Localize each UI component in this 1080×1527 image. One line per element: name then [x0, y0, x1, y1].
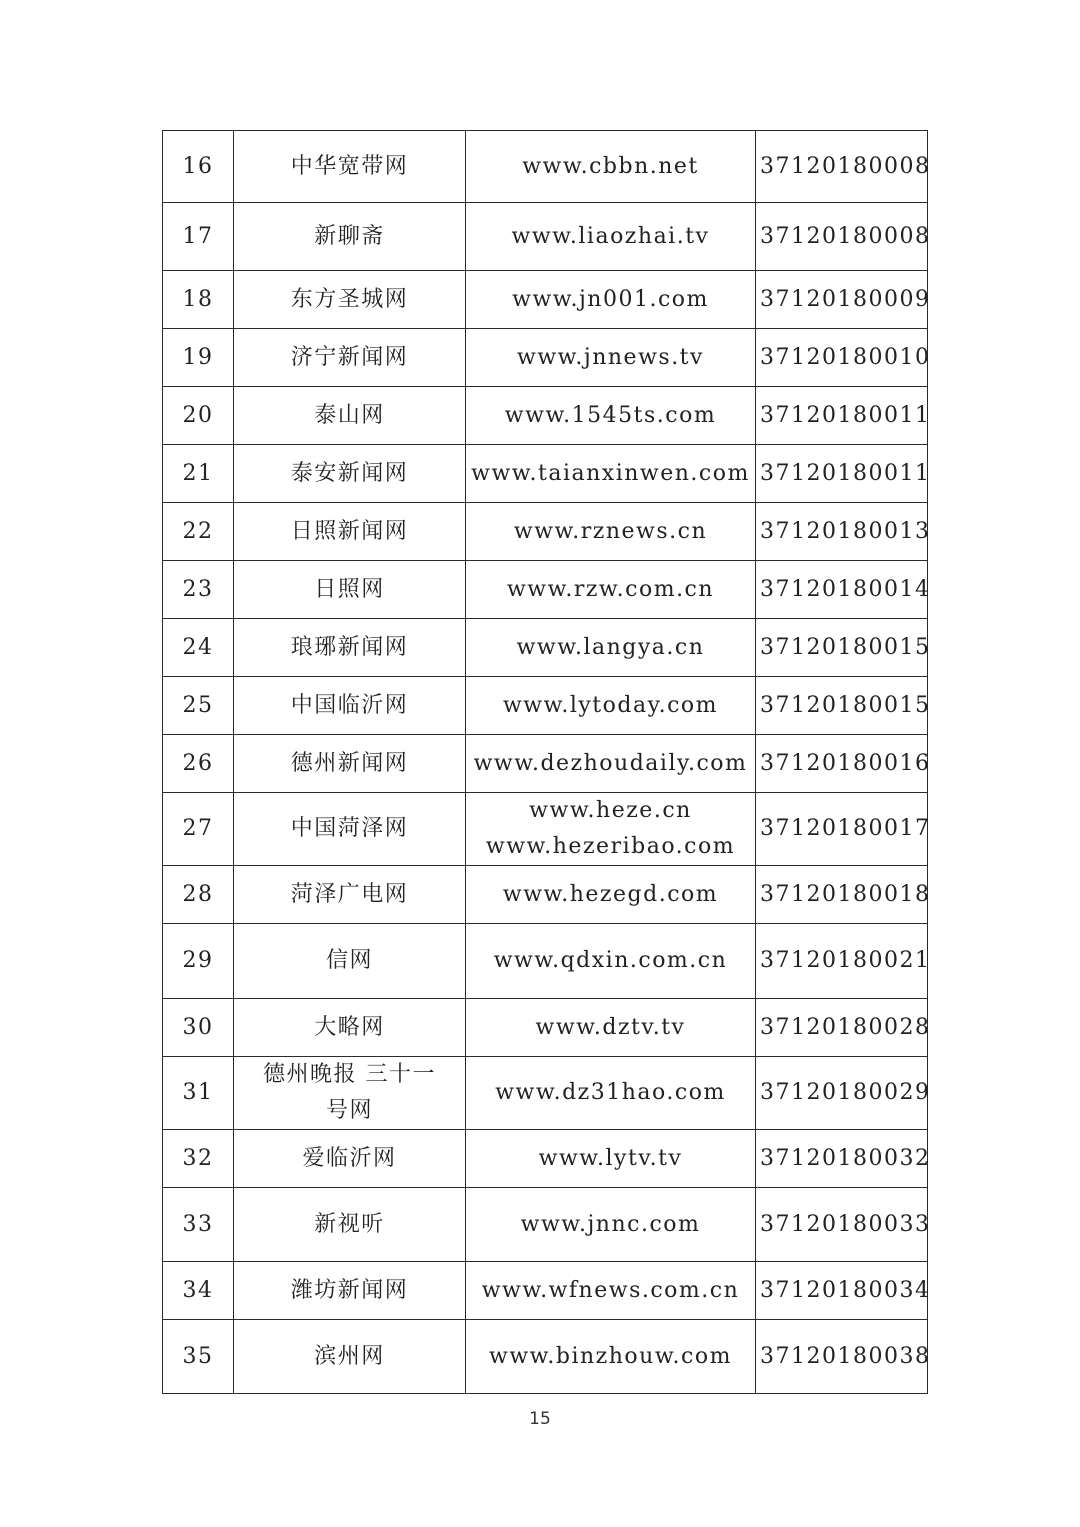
site-url-cell	[466, 735, 756, 793]
license-code-cell: 37120180013	[756, 503, 928, 561]
row-number-cell: 18	[163, 271, 234, 329]
row-number-cell: 24	[163, 619, 234, 677]
site-url-cell	[466, 203, 756, 271]
row-number-cell: 22	[163, 503, 234, 561]
row-number-cell: 23	[163, 561, 234, 619]
row-number-cell: 26	[163, 735, 234, 793]
site-url-cell	[466, 793, 756, 866]
site-name-cell-line: 德州晚报 三十一	[263, 1062, 436, 1087]
license-code-cell: 37120180008	[756, 131, 928, 203]
site-name-cell	[234, 924, 466, 999]
site-name-cell	[234, 203, 466, 271]
site-url-cell-line: www.binzhouw.com	[489, 1343, 732, 1369]
site-name-cell-line: 泰山网	[314, 402, 385, 428]
license-code-cell: 37120180033	[756, 1188, 928, 1262]
site-name-cell	[234, 387, 466, 445]
site-name-cell-line: 日照网	[314, 576, 385, 602]
table-row	[163, 866, 928, 924]
site-name-cell	[234, 793, 466, 866]
row-number-cell: 35	[163, 1320, 234, 1394]
row-number-cell: 17	[163, 203, 234, 271]
site-url-cell-line: www.jnnc.com	[520, 1211, 701, 1237]
site-name-cell-line: 日照新闻网	[290, 518, 409, 544]
license-code-cell: 37120180021	[756, 924, 928, 999]
site-url-cell	[466, 1320, 756, 1394]
license-code-cell: 37120180018	[756, 866, 928, 924]
table-row	[163, 1057, 928, 1130]
table-row	[163, 1320, 928, 1394]
site-name-cell	[234, 561, 466, 619]
site-name-cell-line: 济宁新闻网	[290, 344, 409, 370]
site-url-cell-line: www.hezeribao.com	[485, 834, 736, 859]
site-name-cell	[234, 271, 466, 329]
site-url-cell-line: www.dezhoudaily.com	[473, 750, 748, 776]
table-row	[163, 329, 928, 387]
site-url-cell	[466, 677, 756, 735]
website-table	[162, 130, 931, 1394]
row-number-cell: 19	[163, 329, 234, 387]
row-number-cell: 20	[163, 387, 234, 445]
site-url-cell	[466, 1057, 756, 1130]
license-code-cell: 37120180015	[756, 677, 928, 735]
site-name-cell-line: 滨州网	[314, 1343, 385, 1369]
row-number-cell: 28	[163, 866, 234, 924]
table-row	[163, 271, 928, 329]
table-row	[163, 924, 928, 999]
site-name-cell	[234, 1262, 466, 1320]
license-code-cell: 37120180015	[756, 619, 928, 677]
site-name-cell	[234, 735, 466, 793]
site-url-cell-line: www.dz31hao.com	[495, 1080, 726, 1105]
site-url-cell	[466, 503, 756, 561]
table-row	[163, 735, 928, 793]
site-url-cell-line: www.langya.cn	[516, 634, 705, 660]
site-url-cell	[466, 924, 756, 999]
site-url-cell	[466, 387, 756, 445]
site-name-cell-line: 琅琊新闻网	[290, 634, 409, 660]
license-code-cell: 37120180010	[756, 329, 928, 387]
site-url-cell	[466, 561, 756, 619]
row-number-cell: 29	[163, 924, 234, 999]
site-url-cell	[466, 329, 756, 387]
site-name-cell-line: 潍坊新闻网	[290, 1277, 409, 1303]
table-row	[163, 999, 928, 1057]
site-name-cell-line: 中国菏泽网	[290, 816, 409, 841]
license-code-cell: 37120180028	[756, 999, 928, 1057]
license-code-cell: 37120180034	[756, 1262, 928, 1320]
row-number-cell: 27	[163, 793, 234, 866]
site-url-cell	[466, 445, 756, 503]
table-row	[163, 203, 928, 271]
table-row	[163, 677, 928, 735]
site-url-cell	[466, 131, 756, 203]
site-url-cell-line: www.lytoday.com	[502, 692, 719, 718]
site-url-cell-line: www.cbbn.net	[522, 153, 699, 179]
license-code-cell: 37120180017	[756, 793, 928, 866]
site-name-cell	[234, 1057, 466, 1130]
site-name-cell	[234, 619, 466, 677]
site-url-cell	[466, 999, 756, 1057]
site-url-cell-line: www.taianxinwen.com	[471, 460, 750, 486]
row-number-cell: 25	[163, 677, 234, 735]
site-url-cell	[466, 866, 756, 924]
site-name-cell	[234, 1188, 466, 1262]
site-name-cell	[234, 1130, 466, 1188]
row-number-cell: 31	[163, 1057, 234, 1130]
table-row	[163, 445, 928, 503]
site-name-cell-line: 新视听	[314, 1211, 385, 1237]
site-url-cell-line: www.dztv.tv	[535, 1014, 686, 1040]
site-url-cell	[466, 1188, 756, 1262]
site-url-cell-line: www.rznews.cn	[513, 518, 708, 544]
table-row	[163, 387, 928, 445]
site-name-cell	[234, 677, 466, 735]
site-name-cell-line: 菏泽广电网	[290, 881, 409, 907]
table-row	[163, 131, 928, 203]
site-url-cell-line: www.rzw.com.cn	[506, 576, 715, 602]
site-url-cell	[466, 619, 756, 677]
table-row	[163, 503, 928, 561]
site-name-cell-line: 泰安新闻网	[290, 460, 409, 486]
site-name-cell-line: 新聊斋	[314, 223, 385, 249]
site-name-cell-line: 东方圣城网	[290, 286, 409, 312]
license-code-cell: 37120180029	[756, 1057, 928, 1130]
site-url-cell-line: www.qdxin.com.cn	[493, 948, 728, 973]
site-name-cell-line: 德州新闻网	[290, 750, 409, 776]
license-code-cell: 37120180011	[756, 387, 928, 445]
site-name-cell	[234, 329, 466, 387]
license-code-cell: 37120180016	[756, 735, 928, 793]
license-code-cell: 37120180009	[756, 271, 928, 329]
site-name-cell-line: 大略网	[314, 1014, 385, 1040]
site-url-cell-line: www.hezegd.com	[502, 881, 719, 907]
site-url-cell-line: www.wfnews.com.cn	[481, 1277, 740, 1303]
table-row	[163, 1130, 928, 1188]
site-url-cell-line: www.lytv.tv	[538, 1145, 683, 1171]
site-url-cell-line: www.heze.cn	[529, 798, 692, 823]
site-name-cell-line: 号网	[325, 1098, 373, 1123]
site-name-cell	[234, 999, 466, 1057]
site-url-cell	[466, 1262, 756, 1320]
license-code-cell: 37120180008	[756, 203, 928, 271]
table-row	[163, 619, 928, 677]
license-code-cell: 37120180011	[756, 445, 928, 503]
license-code-cell: 37120180014	[756, 561, 928, 619]
row-number-cell: 34	[163, 1262, 234, 1320]
site-name-cell-line: 爱临沂网	[302, 1145, 397, 1171]
license-code-cell: 37120180032	[756, 1130, 928, 1188]
row-number-cell: 21	[163, 445, 234, 503]
row-number-cell: 33	[163, 1188, 234, 1262]
site-url-cell	[466, 271, 756, 329]
site-url-cell-line: www.jn001.com	[512, 286, 709, 312]
row-number-cell: 16	[163, 131, 234, 203]
site-url-cell-line: www.jnnews.tv	[517, 344, 704, 370]
table-row	[163, 1188, 928, 1262]
license-code-cell: 37120180038	[756, 1320, 928, 1394]
site-name-cell	[234, 1320, 466, 1394]
site-name-cell-line: 中国临沂网	[290, 692, 409, 718]
site-name-cell-line: 中华宽带网	[290, 153, 409, 179]
site-url-cell-line: www.1545ts.com	[504, 402, 717, 428]
site-url-cell-line: www.liaozhai.tv	[511, 223, 710, 249]
row-number-cell: 30	[163, 999, 234, 1057]
row-number-cell: 32	[163, 1130, 234, 1188]
site-name-cell	[234, 503, 466, 561]
table-row	[163, 561, 928, 619]
table-row	[163, 793, 928, 866]
site-name-cell	[234, 866, 466, 924]
site-name-cell-line: 信网	[325, 948, 373, 973]
table-row	[163, 1262, 928, 1320]
site-name-cell	[234, 131, 466, 203]
site-name-cell	[234, 445, 466, 503]
table-body	[163, 131, 931, 1394]
site-url-cell	[466, 1130, 756, 1188]
page-number: 15	[529, 1409, 551, 1429]
